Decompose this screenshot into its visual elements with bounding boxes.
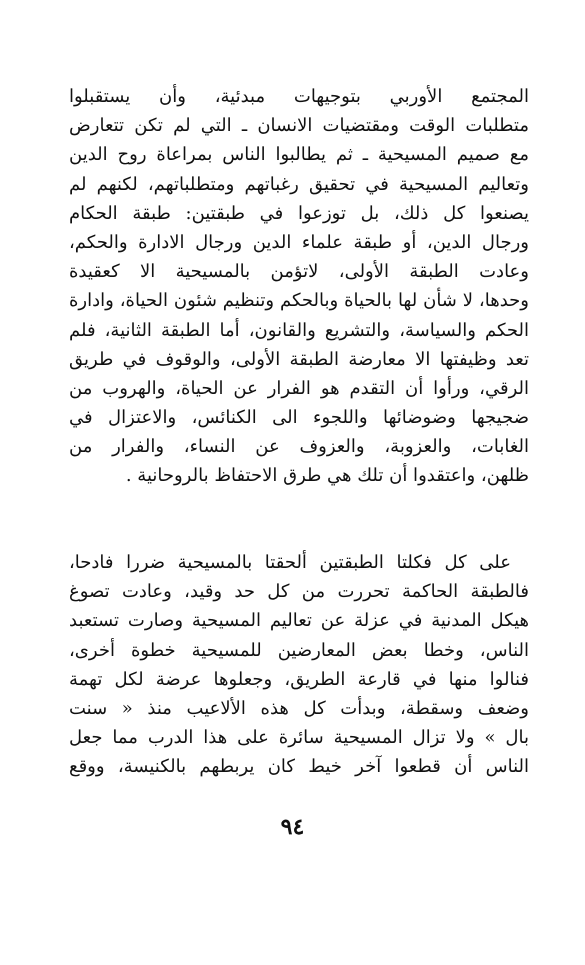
text-line: هيكل المدنية في عزلة عن تعاليم المسيحية وصارت تستعبد <box>69 610 529 632</box>
text-line: الغابات، والعزوبة، والعزوف عن النساء، والفرار من <box>69 436 529 458</box>
text-line: مع صميم المسيحية ـ ثم يطالبوا الناس بمراعاة روح الدين <box>69 144 529 166</box>
text-line: وعادت الطبقة الأولى، لاتؤمن بالمسيحية الا كعقيدة <box>69 261 529 283</box>
text-line: يصنعوا كل ذلك، بل توزعوا في طبقتين: طبقة الحكام <box>69 202 529 224</box>
text-line: فالطبقة الحاكمة تحررت من كل حد وقيد، وعادت تصوغ <box>69 581 529 603</box>
text-line: الناس أن قطعوا آخر خيط كان يربطهم بالكنيسة، ووقع <box>69 756 529 778</box>
page-number: ٩٤ <box>280 814 305 840</box>
text-line: تعد وظيفتها الا معارضة الطبقة الأولى، والوقوف في طريق <box>69 348 529 370</box>
text-line: متطلبات الوقت ومقتضيات الانسان ـ التي لم تكن تتعارض <box>69 115 529 137</box>
text-line: المجتمع الأوربي بتوجيهات مبدئية، وأن يستقبلوا <box>69 86 529 107</box>
paragraph-2 <box>69 548 529 782</box>
paragraph-1 <box>69 82 529 491</box>
text-line: ورجال الدين، أو طبقة علماء الدين ورجال الادارة والحكم، <box>69 231 529 253</box>
text-line: وتعاليم المسيحية في تحقيق رغباتهم ومتطلباتهم، لكنهم لم <box>69 173 529 195</box>
text-line: ضجيجها وضوضائها واللجوء الى الكنائس، والاعتزال في <box>69 407 529 429</box>
text-line: وحدها، لا شأن لها بالحياة وبالحكم وتنظيم شئون الحياة، وادارة <box>69 290 529 312</box>
text-line: ظلهن، واعتقدوا أن تلك هي طرق الاحتفاظ بالروحانية . <box>125 465 529 487</box>
text-line: الرقي، ورأوا أن التقدم هو الفرار عن الحياة، والهروب من <box>69 377 529 399</box>
text-line: فنالوا منها في قارعة الطريق، وجعلوها عرضة لكل تهمة <box>69 668 529 690</box>
text-line: الحكم والسياسة، والتشريع والقانون، أما الطبقة الثانية، فلم <box>69 319 529 341</box>
text-line: بال » ولا تزال المسيحية سائرة على هذا الدرب مما جعل <box>69 727 529 749</box>
text-line: الناس، وخطا بعض المعارضين للمسيحية خطوة أخرى، <box>69 639 529 661</box>
text-line: على كل فكلتا الطبقتين ألحقتا بالمسيحية ضررا فادحا، <box>69 552 511 573</box>
text-line: وضعف وسقطة، وبدأت كل هذه الألاعيب منذ « سنت <box>69 697 529 719</box>
